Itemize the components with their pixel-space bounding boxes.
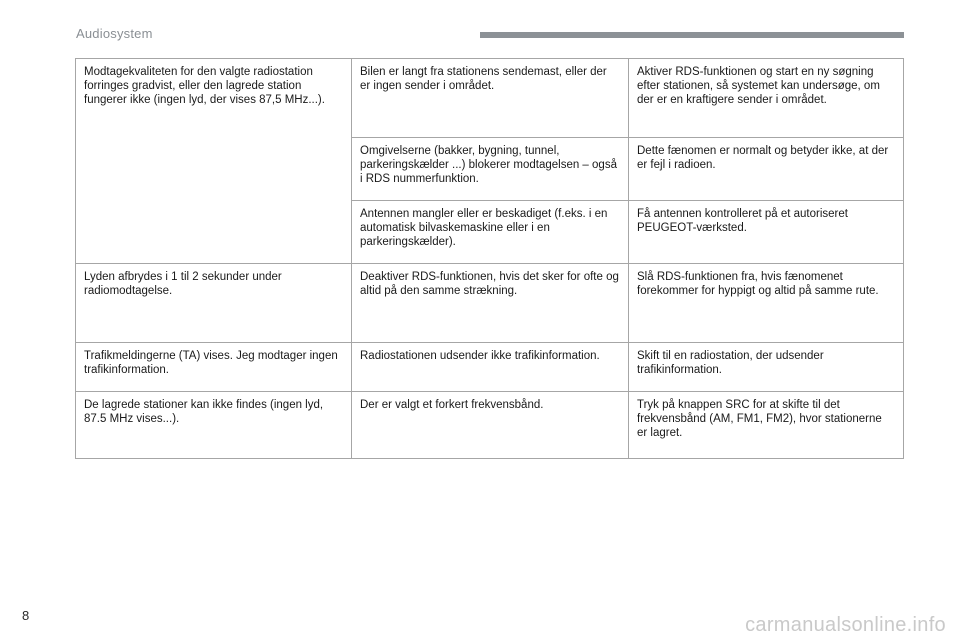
solution-cell: Tryk på knappen SRC for at skifte til det frekvensbånd (AM, FM1, FM2), hvor stationerne er lagret. — [629, 392, 904, 459]
table-row — [76, 59, 904, 138]
section-title: Audiosystem — [76, 26, 153, 41]
solution-cell: Slå RDS-funktionen fra, hvis fænomenet forekommer for hyppigt og altid på samme rute. — [629, 264, 904, 343]
page-number: 8 — [22, 608, 30, 623]
problem-cell: Trafikmeldingerne (TA) vises. Jeg modtager ingen trafikinformation. — [76, 343, 352, 392]
solution-cell: Få antennen kontrolleret på et autoriseret PEUGEOT-værksted. — [629, 201, 904, 264]
header-bar — [480, 32, 904, 38]
cause-cell: Deaktiver RDS-funktionen, hvis det sker for ofte og altid på den samme strækning. — [352, 264, 629, 343]
problem-cell: Modtagekvaliteten for den valgte radiostation forringes gradvist, eller den lagrede station fungerer ikke (ingen lyd, der vises 87,5 MHz...). — [76, 59, 352, 264]
solution-cell: Skift til en radiostation, der udsender trafikinformation. — [629, 343, 904, 392]
cause-cell: Bilen er langt fra stationens sendemast, eller der er ingen sender i området. — [352, 59, 629, 138]
table-row — [76, 343, 904, 392]
solution-cell: Dette fænomen er normalt og betyder ikke, at der er fejl i radioen. — [629, 138, 904, 201]
watermark: carmanualsonline.info — [745, 614, 946, 636]
cause-cell: Radiostationen udsender ikke trafikinformation. — [352, 343, 629, 392]
problem-cell: De lagrede stationer kan ikke findes (ingen lyd, 87.5 MHz vises...). — [76, 392, 352, 459]
problem-cell: Lyden afbrydes i 1 til 2 sekunder under radiomodtagelse. — [76, 264, 352, 343]
solution-cell: Aktiver RDS-funktionen og start en ny søgning efter stationen, så systemet kan undersøge, om der er en kraftigere sender i området. — [629, 59, 904, 138]
cause-cell: Der er valgt et forkert frekvensbånd. — [352, 392, 629, 459]
cause-cell: Omgivelserne (bakker, bygning, tunnel, parkeringskælder ...) blokerer modtagelsen – også i RDS nummerfunktion. — [352, 138, 629, 201]
cause-cell: Antennen mangler eller er beskadiget (f.eks. i en automatisk bilvaskemaskine eller i en parkeringskælder). — [352, 201, 629, 264]
table-row — [76, 264, 904, 343]
table-row — [76, 392, 904, 459]
troubleshooting-table — [75, 58, 904, 459]
